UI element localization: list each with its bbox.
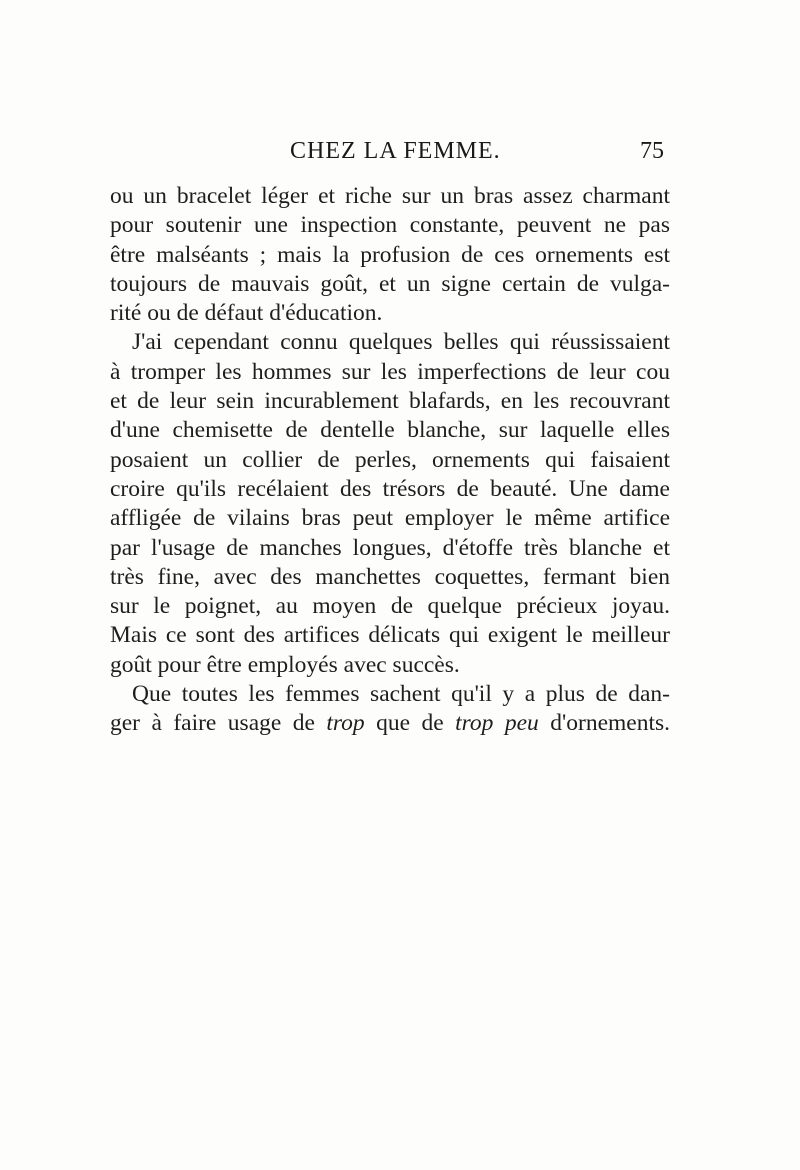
text-line: Que toutes les femmes sachent qu'il y a plus de dan- — [132, 681, 670, 708]
text-line: et de leur sein incurablement blafards, en les recouvrant — [110, 388, 670, 415]
paragraph — [110, 680, 670, 739]
text-line: ou un bracelet léger et riche sur un bras assez charmant — [110, 183, 670, 209]
text-line: croire qu'ils recélaient des trésors de beauté. Une dame — [110, 475, 670, 502]
paragraph — [110, 328, 670, 680]
paragraph — [110, 182, 670, 328]
text-line: pour soutenir une inspection constante, peuvent ne pas — [110, 212, 670, 239]
text-line: posaient un collier de perles, ornements qui faisaient — [110, 446, 670, 473]
text-line: toujours de mauvais goût, et un signe certain de vulga- — [110, 270, 670, 297]
italic-text: trop — [326, 710, 365, 737]
text-line: être malséants ; mais la profusion de ces ornements est — [110, 241, 670, 268]
italic-text: trop peu — [455, 710, 539, 737]
text-line: par l'usage de manches longues, d'étoffe très blanche et — [110, 534, 670, 561]
text-line: goût pour être employés avec succès. — [110, 651, 460, 678]
text-segment: d'ornements. — [538, 710, 671, 737]
text-line: très fine, avec des manchettes coquettes, fermant bien — [110, 563, 670, 590]
text-segment: que de — [364, 710, 456, 737]
page-number: 75 — [640, 138, 664, 164]
text-line: affligée de vilains bras peut employer le même artifice — [110, 505, 670, 532]
text-line — [110, 709, 670, 738]
text-line: J'ai cependant connu quelques belles qui réussissaient — [132, 329, 670, 356]
body-text — [110, 182, 670, 739]
text-line: rité ou de défaut d'éducation. — [110, 300, 383, 327]
running-head — [110, 138, 670, 178]
chapter-title: CHEZ LA FEMME. — [290, 138, 501, 164]
text-line: sur le poignet, au moyen de quelque précieux joyau. — [110, 593, 670, 620]
text-line: à tromper les hommes sur les imperfections de leur cou — [110, 358, 670, 385]
text-line: Mais ce sont des artifices délicats qui exigent le meilleur — [110, 622, 670, 649]
text-segment: ger à faire usage de — [110, 710, 327, 737]
text-line: d'une chemisette de dentelle blanche, sur laquelle elles — [110, 417, 670, 444]
